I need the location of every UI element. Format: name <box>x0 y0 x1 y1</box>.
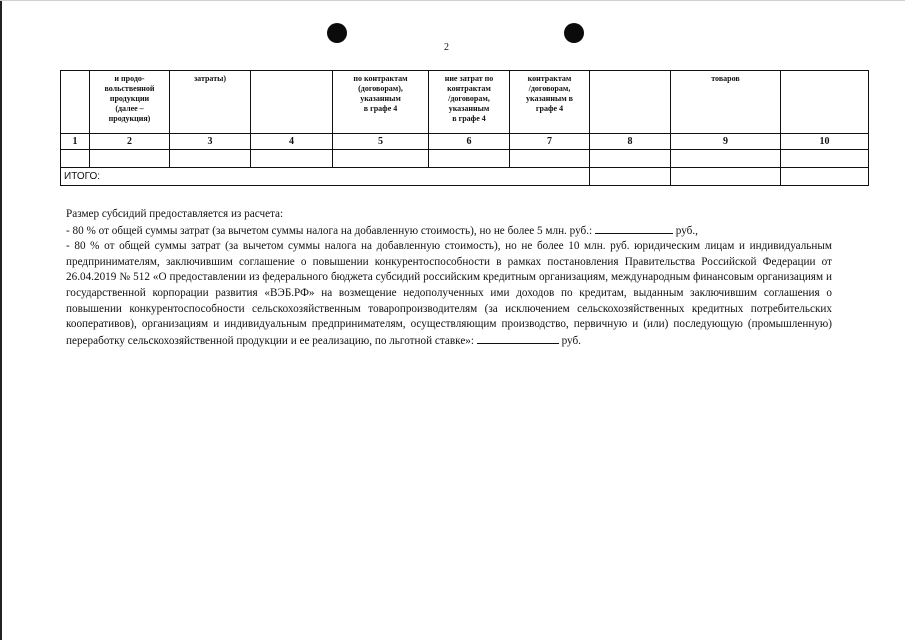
calc-line-2-text: - 80 % от общей суммы затрат (за вычетом суммы налога на добавленную стоимость), но не более 10 млн. руб. юридическим лицам и индивидуальным предпринимателям, заключившим соглашение о повышении конкурентоспособности в рамках постановления Правительства Российской Федерации от 26.04.2019 № 512 «О предоставлении из федерального бюджета субсидий российским кредитным организациям, международным финансовым организациям и государственной корпорации развития «ВЭБ.РФ» на возмещение недополученных ими доходов по кредитам, выданным заключившим соглашения о повышении конкурентоспособности сельскохозяйственным товаропроизводителям (за исключением сельскохозяйственных кредитных потребительских кооперативов), организациям и индивидуальным предпринимателям, осуществляющим производство, первичную и (или) последующую (промышленную) переработку сельскохозяйственной продукции и ее реализацию, по льготной ставке»: <box>66 240 832 347</box>
scan-edge <box>0 0 2 640</box>
amount-blank-2[interactable] <box>477 333 559 344</box>
column-number-cell: 10 <box>781 134 869 150</box>
header-cell <box>251 71 333 134</box>
table-header-row <box>61 71 869 134</box>
calc-line-2 <box>66 239 832 349</box>
header-cell: контрактам /договорам, указанным в графе 4 <box>510 71 590 134</box>
punch-hole-left <box>327 23 347 43</box>
total-cell[interactable] <box>781 168 869 186</box>
subsidy-calculation-text <box>66 207 832 349</box>
table-cell[interactable] <box>333 150 429 168</box>
page-number: 2 <box>444 42 449 53</box>
total-label: ИТОГО: <box>61 168 590 186</box>
column-number-row <box>61 134 869 150</box>
calc-line-1 <box>66 223 832 240</box>
column-number-cell: 6 <box>429 134 510 150</box>
subsidy-table <box>60 70 869 186</box>
amount-blank-1[interactable] <box>595 223 673 234</box>
table-cell[interactable] <box>781 150 869 168</box>
intro-line: Размер субсидий предоставляется из расчета: <box>66 208 284 220</box>
header-cell: и продо- вольственной продукции (далее – продукция) <box>90 71 170 134</box>
column-number-cell: 3 <box>170 134 251 150</box>
column-number-cell: 1 <box>61 134 90 150</box>
header-cell <box>781 71 869 134</box>
column-number-cell: 5 <box>333 134 429 150</box>
calc-line-1-text: - 80 % от общей суммы затрат (за вычетом суммы налога на добавленную стоимость), но не более 5 млн. руб.: <box>66 224 593 237</box>
table-cell[interactable] <box>429 150 510 168</box>
table-cell[interactable] <box>170 150 251 168</box>
scan-edge-top <box>0 0 905 1</box>
column-number-cell: 8 <box>590 134 671 150</box>
header-cell <box>61 71 90 134</box>
calc-line-2-unit: руб. <box>561 334 581 347</box>
calc-line-1-unit: руб., <box>675 224 698 237</box>
punch-hole-right <box>564 23 584 43</box>
total-cell[interactable] <box>590 168 671 186</box>
column-number-cell: 2 <box>90 134 170 150</box>
table-row <box>61 150 869 168</box>
table-cell[interactable] <box>90 150 170 168</box>
header-cell: по контрактам (договорам), указанным в графе 4 <box>333 71 429 134</box>
column-number-cell: 9 <box>671 134 781 150</box>
column-number-cell: 7 <box>510 134 590 150</box>
table-cell[interactable] <box>590 150 671 168</box>
table-cell[interactable] <box>671 150 781 168</box>
header-cell: ние затрат по контрактам /договорам, указанным в графе 4 <box>429 71 510 134</box>
header-cell: затраты) <box>170 71 251 134</box>
header-cell <box>590 71 671 134</box>
total-row <box>61 168 869 186</box>
header-cell: товаров <box>671 71 781 134</box>
table-cell[interactable] <box>251 150 333 168</box>
total-cell[interactable] <box>671 168 781 186</box>
table-cell[interactable] <box>61 150 90 168</box>
table-cell[interactable] <box>510 150 590 168</box>
column-number-cell: 4 <box>251 134 333 150</box>
